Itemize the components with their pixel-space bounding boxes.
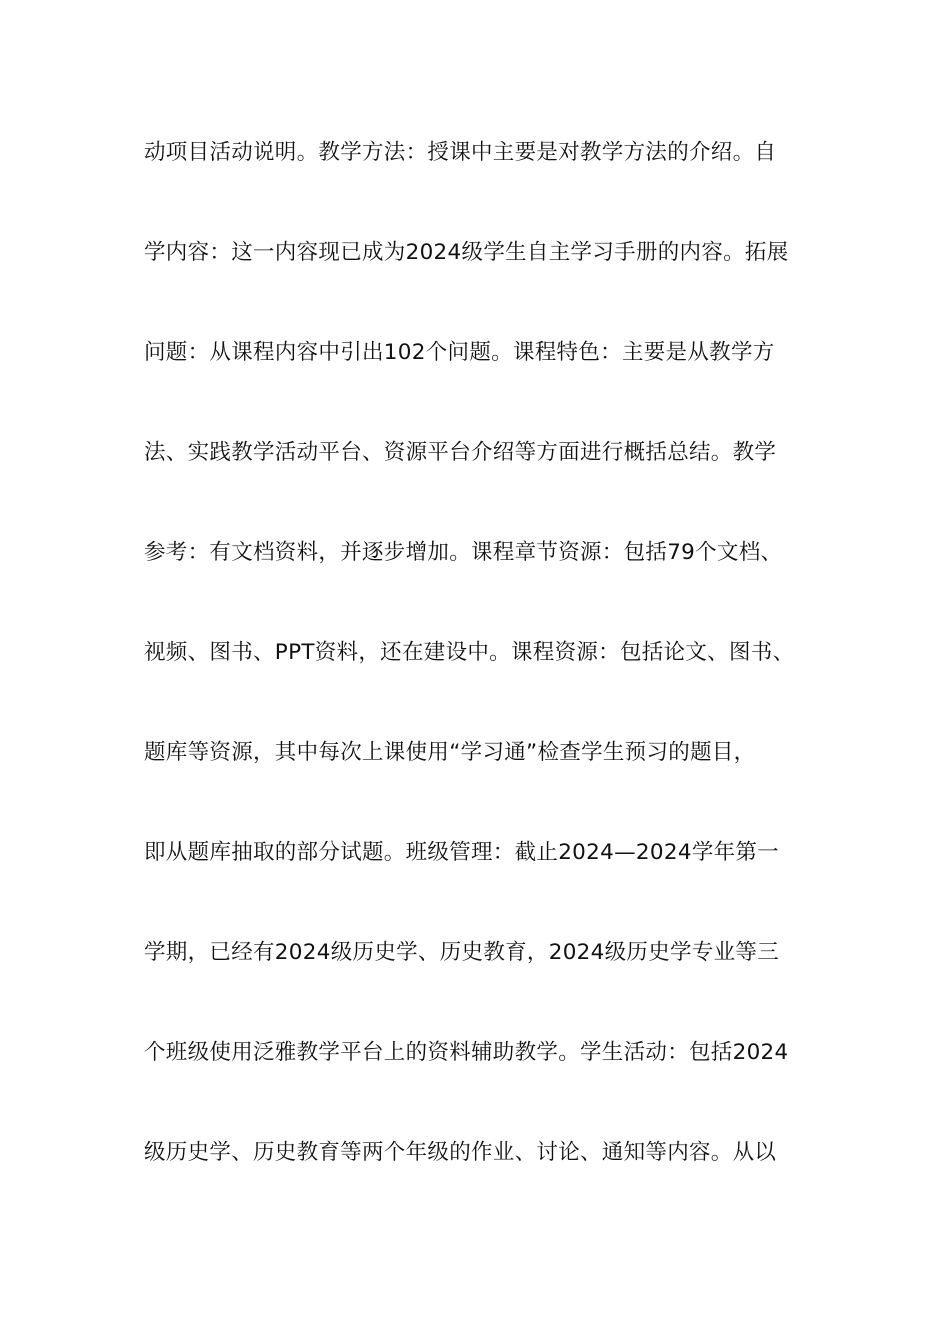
text-line: 个班级使用泛雅教学平台上的资料辅助教学。学生活动：包括2024 — [144, 1040, 789, 1065]
text-line: 参考：有文档资料，并逐步增加。课程章节资源：包括79个文档、 — [144, 540, 783, 565]
text-line: 法、实践教学活动平台、资源平台介绍等方面进行概括总结。教学 — [144, 440, 777, 465]
text-line: 动项目活动说明。教学方法：授课中主要是对教学方法的介绍。自 — [144, 140, 777, 165]
text-line: 题库等资源，其中每次上课使用“学习通”检查学生预习的题目， — [144, 740, 756, 765]
text-line: 问题：从课程内容中引出102个问题。课程特色：主要是从教学方 — [144, 340, 775, 365]
text-line: 即从题库抽取的部分试题。班级管理：截止2024—2024学年第一 — [144, 840, 780, 865]
body-text — [144, 128, 824, 1228]
text-line: 学内容：这一内容现已成为2024级学生自主学习手册的内容。拓展 — [144, 240, 789, 265]
text-line: 级历史学、历史教育等两个年级的作业、讨论、通知等内容。从以 — [144, 1140, 777, 1165]
text-line: 视频、图书、PPT资料，还在建设中。课程资源：包括论文、图书、 — [144, 640, 795, 665]
text-line: 学期，已经有2024级历史学、历史教育，2024级历史学专业等三 — [144, 940, 780, 965]
